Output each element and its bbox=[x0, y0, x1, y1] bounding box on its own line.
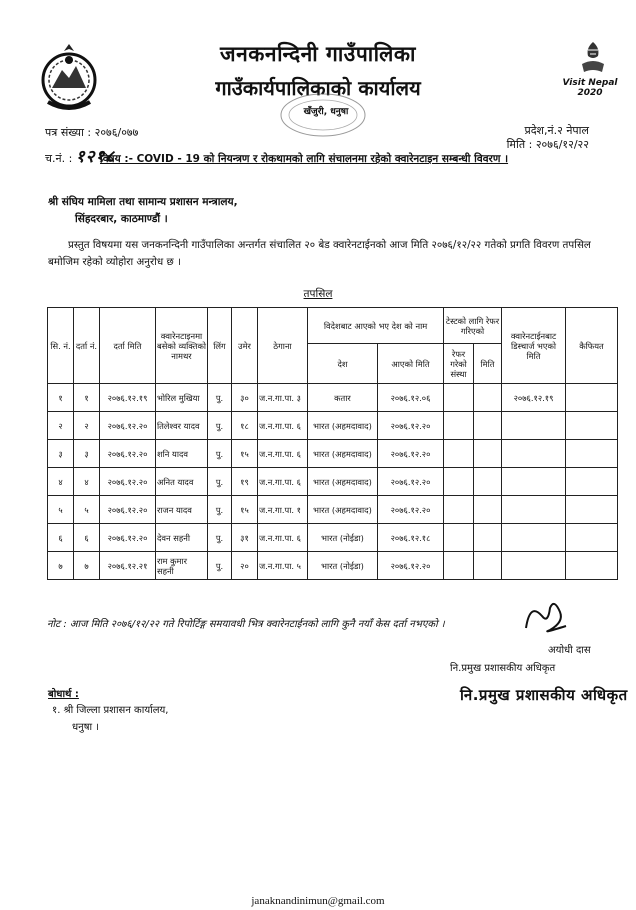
cell-darta-date: २०७६.१२.२० bbox=[100, 412, 156, 440]
cell-country: भारत (नोईडा) bbox=[308, 552, 378, 580]
cell-darta-date: २०७६.१२.२१ bbox=[100, 552, 156, 580]
cell-darta-no: ७ bbox=[74, 552, 100, 580]
cell-age: २० bbox=[232, 552, 258, 580]
table-row bbox=[48, 440, 618, 468]
quarantine-table bbox=[47, 307, 618, 580]
header-remarks: कैफियत bbox=[566, 308, 618, 384]
cell-test-date bbox=[474, 496, 502, 524]
cell-sn: १ bbox=[48, 384, 74, 412]
cell-address: ज.न.गा.पा. ६ bbox=[258, 524, 308, 552]
cell-test-date bbox=[474, 440, 502, 468]
cell-discharge bbox=[502, 524, 566, 552]
cell-gender: पु. bbox=[208, 496, 232, 524]
header-sn: सि. नं. bbox=[48, 308, 74, 384]
cell-name: देवन सहनी bbox=[156, 524, 208, 552]
cell-remarks bbox=[566, 468, 618, 496]
cell-test-date bbox=[474, 384, 502, 412]
dispatch-label: च.नं. : bbox=[45, 152, 73, 165]
cell-arrival: २०७६.१२.२० bbox=[378, 496, 444, 524]
cell-country: भारत (अहमदावाद) bbox=[308, 468, 378, 496]
cell-discharge bbox=[502, 468, 566, 496]
office-subtitle: गाउँकार्यपालिकाको कार्यालय bbox=[215, 76, 421, 100]
cell-address: ज.न.गा.पा. १ bbox=[258, 496, 308, 524]
cell-address: ज.न.गा.पा. ६ bbox=[258, 468, 308, 496]
cell-darta-date: २०७६.१२.२० bbox=[100, 496, 156, 524]
cell-darta-no: १ bbox=[74, 384, 100, 412]
cell-gender: पु. bbox=[208, 524, 232, 552]
recipient-line-1: श्री संघिय मामिला तथा सामान्य प्रशासन मन्त्रालय, bbox=[48, 196, 238, 208]
cell-remarks bbox=[566, 552, 618, 580]
cc-line-1: १. श्री जिल्ला प्रशासन कार्यालय, bbox=[52, 705, 169, 716]
cell-sn: ५ bbox=[48, 496, 74, 524]
cell-test-date bbox=[474, 468, 502, 496]
cell-arrival: २०७६.१२.२० bbox=[378, 412, 444, 440]
cell-darta-date: २०७६.१२.२० bbox=[100, 468, 156, 496]
cell-address: ज.न.गा.पा. ५ bbox=[258, 552, 308, 580]
cell-discharge bbox=[502, 440, 566, 468]
cell-arrival: २०७६.१२.२० bbox=[378, 552, 444, 580]
table-row bbox=[48, 552, 618, 580]
cell-discharge bbox=[502, 412, 566, 440]
header-darta-no: दर्ता नं. bbox=[74, 308, 100, 384]
cell-age: १८ bbox=[232, 412, 258, 440]
table-row bbox=[48, 412, 618, 440]
province-label: प्रदेश,नं.२ नेपाल bbox=[524, 124, 589, 137]
cell-remarks bbox=[566, 496, 618, 524]
cell-name: अनित यादव bbox=[156, 468, 208, 496]
header-arrival: आएको मिति bbox=[378, 344, 444, 384]
cell-sn: ६ bbox=[48, 524, 74, 552]
cell-sn: ३ bbox=[48, 440, 74, 468]
cell-name: भोरिल मुखिया bbox=[156, 384, 208, 412]
dispatch-value: १२१८ bbox=[75, 147, 116, 167]
header-abroad: विदेशबाट आएको भए देश को नाम bbox=[308, 308, 444, 344]
cell-referred-org bbox=[444, 524, 474, 552]
cell-gender: पु. bbox=[208, 440, 232, 468]
header-country: देश bbox=[308, 344, 378, 384]
cell-darta-no: २ bbox=[74, 412, 100, 440]
cell-darta-no: ६ bbox=[74, 524, 100, 552]
cell-arrival: २०७६.१२.०६ bbox=[378, 384, 444, 412]
cell-gender: पु. bbox=[208, 468, 232, 496]
recipient-line-2: सिंहदरबार, काठमाण्डौं । bbox=[75, 213, 168, 225]
cc-line-2: धनुषा । bbox=[72, 722, 100, 733]
cell-arrival: २०७६.१२.१८ bbox=[378, 524, 444, 552]
cell-sn: २ bbox=[48, 412, 74, 440]
cell-address: ज.न.गा.पा. ६ bbox=[258, 440, 308, 468]
table-row bbox=[48, 384, 618, 412]
cell-darta-date: २०७६.१२.२० bbox=[100, 440, 156, 468]
header-referred-org: रेफर गरेको संस्था bbox=[444, 344, 474, 384]
signatory-name: अयोधी दास bbox=[548, 645, 591, 656]
cell-gender: पु. bbox=[208, 412, 232, 440]
cell-discharge bbox=[502, 496, 566, 524]
cell-referred-org bbox=[444, 552, 474, 580]
signature-icon bbox=[520, 598, 572, 638]
cell-age: ३० bbox=[232, 384, 258, 412]
cell-country: भारत (नोईडा) bbox=[308, 524, 378, 552]
subject-line: विषय :- COVID - 19 को नियन्त्रण र रोकथामको लागि संचालनमा रहेको क्वारेनटाइन सम्बन्धी विवरण । bbox=[100, 153, 509, 165]
cell-darta-date: २०७६.१२.२० bbox=[100, 524, 156, 552]
header-darta-date: दर्ता मिति bbox=[100, 308, 156, 384]
header-test: टेस्टको लागि रेफर गरिएको bbox=[444, 308, 502, 344]
cc-label: बोधार्थ : bbox=[48, 689, 79, 700]
cell-address: ज.न.गा.पा. ३ bbox=[258, 384, 308, 412]
cell-country: कतार bbox=[308, 384, 378, 412]
table-row bbox=[48, 496, 618, 524]
stamp-text: खँजुरी, धनुषा bbox=[303, 107, 349, 117]
cell-test-date bbox=[474, 412, 502, 440]
details-heading: तपसिल bbox=[303, 288, 333, 300]
cell-referred-org bbox=[444, 468, 474, 496]
cell-referred-org bbox=[444, 440, 474, 468]
letter-date: मिति : २०७६/१२/२२ bbox=[506, 138, 589, 151]
note-text: नोट : आज मिति २०७६/१२/२२ गते रिपोर्टिङ्ग समयावधी भित्र क्वारेनटाईनको लागि कुनै नयाँ केस दर्ता नभएको । bbox=[47, 619, 445, 630]
table-row bbox=[48, 524, 618, 552]
cell-age: १५ bbox=[232, 440, 258, 468]
cell-referred-org bbox=[444, 384, 474, 412]
cell-name: राजन यादव bbox=[156, 496, 208, 524]
table-row bbox=[48, 468, 618, 496]
cell-name: तिलेश्वर यादव bbox=[156, 412, 208, 440]
cell-country: भारत (अहमदावाद) bbox=[308, 496, 378, 524]
signatory-seal: नि.प्रमुख प्रशासकीय अधिकृत bbox=[460, 686, 628, 704]
cell-discharge: २०७६.१२.१९ bbox=[502, 384, 566, 412]
office-title: जनकनन्दिनी गाउँपालिका bbox=[220, 42, 416, 66]
cell-sn: ४ bbox=[48, 468, 74, 496]
footer-email: janaknandinimun@gmail.com bbox=[251, 895, 385, 907]
header-age: उमेर bbox=[232, 308, 258, 384]
cell-arrival: २०७६.१२.२० bbox=[378, 468, 444, 496]
cell-remarks bbox=[566, 524, 618, 552]
cell-gender: पु. bbox=[208, 552, 232, 580]
cell-age: ३१ bbox=[232, 524, 258, 552]
header-gender: लिंग bbox=[208, 308, 232, 384]
cell-gender: पु. bbox=[208, 384, 232, 412]
cell-country: भारत (अहमदावाद) bbox=[308, 440, 378, 468]
cell-age: १९ bbox=[232, 468, 258, 496]
cell-darta-no: ३ bbox=[74, 440, 100, 468]
header-name: क्वारेनटाइनमा बसेको व्यक्तिको नामथर bbox=[156, 308, 208, 384]
cell-darta-date: २०७६.१२.१९ bbox=[100, 384, 156, 412]
cell-referred-org bbox=[444, 412, 474, 440]
cell-darta-no: ४ bbox=[74, 468, 100, 496]
cell-sn: ७ bbox=[48, 552, 74, 580]
cell-remarks bbox=[566, 412, 618, 440]
cell-address: ज.न.गा.पा. ६ bbox=[258, 412, 308, 440]
signatory-title: नि.प्रमुख प्रशासकीय अधिकृत bbox=[450, 663, 556, 674]
cell-arrival: २०७६.१२.२० bbox=[378, 440, 444, 468]
header-test-date: मिति bbox=[474, 344, 502, 384]
body-paragraph: प्रस्तुत विषयमा यस जनकनन्दिनी गाउँपालिका अन्तर्गत संचालित २० बेड क्वारेनटाईनको आज मिति २०७६/१२/२२ गतेको प्रगति विवरण तपसिल बमोजिम रहेको व्योहोरा अनुरोध छ । bbox=[48, 239, 591, 268]
cell-name: शनि यादव bbox=[156, 440, 208, 468]
cell-test-date bbox=[474, 524, 502, 552]
cell-name: राम कुमार सहनी bbox=[156, 552, 208, 580]
cell-referred-org bbox=[444, 496, 474, 524]
cell-darta-no: ५ bbox=[74, 496, 100, 524]
cell-country: भारत (अहमदावाद) bbox=[308, 412, 378, 440]
header-discharge: क्वारेनटाईनबाट डिस्चार्ज भएको मिति bbox=[502, 308, 566, 384]
cell-remarks bbox=[566, 440, 618, 468]
cell-test-date bbox=[474, 552, 502, 580]
cell-discharge bbox=[502, 552, 566, 580]
header-address: ठेगाना bbox=[258, 308, 308, 384]
cell-age: १५ bbox=[232, 496, 258, 524]
reference-number: पत्र संख्या : २०७६/०७७ bbox=[45, 126, 139, 139]
cell-remarks bbox=[566, 384, 618, 412]
visit-nepal-text: Visit Nepal 2020 bbox=[562, 78, 618, 98]
